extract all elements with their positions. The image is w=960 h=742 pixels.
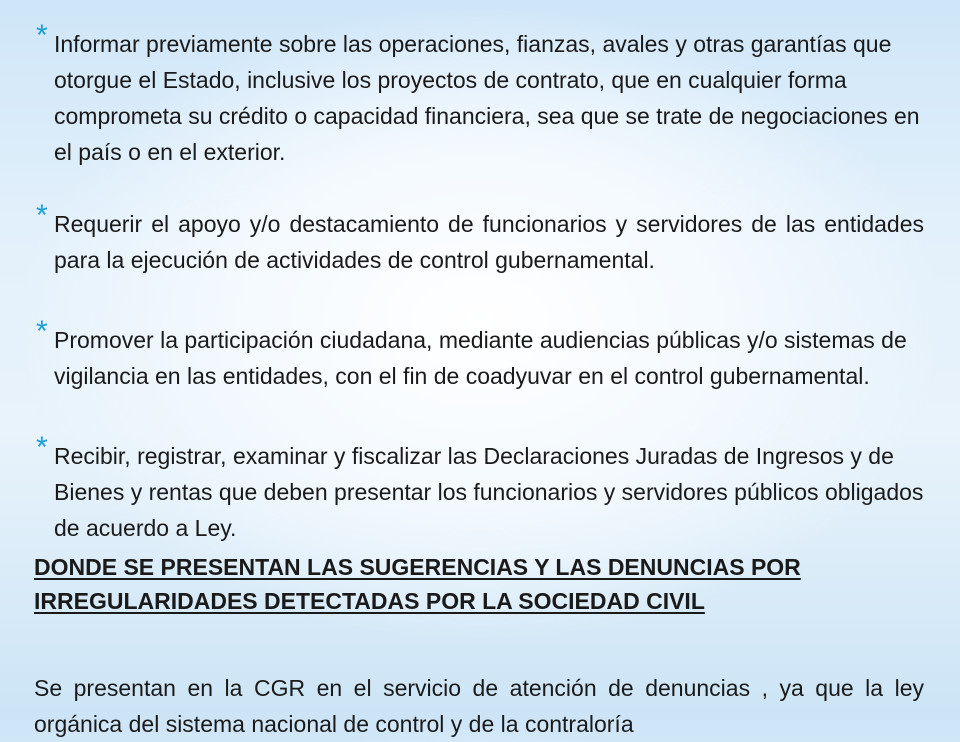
bullet-item-promover [36, 315, 924, 394]
section-heading: DONDE SE PRESENTAN LAS SUGERENCIAS Y LAS DENUNCIAS POR IRREGULARIDADES DETECTADAS POR LA SOCIEDAD CIVIL [34, 554, 801, 614]
bullet-text: Requerir el apoyo y/o destacamiento de funcionarios y servidores de las entidades para la ejecución de actividades de control gubernamental. [54, 211, 924, 273]
asterisk-bullet-icon: * [36, 199, 48, 232]
bullet-text: Recibir, registrar, examinar y fiscalizar las Declaraciones Juradas de Ingresos y de Bienes y rentas que deben presentar los funcionarios y servidores públicos obligados de acuerdo a Ley. [54, 443, 924, 541]
bullet-text: Promover la participación ciudadana, mediante audiencias públicas y/o sistemas de vigilancia en las entidades, con el fin de coadyuvar en el control gubernamental. [54, 327, 907, 389]
asterisk-bullet-icon: * [36, 431, 48, 464]
bullet-item-informar [36, 19, 924, 170]
asterisk-bullet-icon: * [36, 315, 48, 348]
bullet-item-recibir [36, 431, 924, 546]
bullet-item-requerir [36, 199, 924, 278]
bullet-text: Informar previamente sobre las operaciones, fianzas, avales y otras garantías que otorgue el Estado, inclusive los proyectos de contrato, que en cualquier forma comprometa su crédito o capacidad financiera, sea que se trate de negociaciones en el país o en el exterior. [54, 31, 920, 165]
asterisk-bullet-icon: * [36, 19, 48, 52]
body-paragraph: Se presentan en la CGR en el servicio de atención de denuncias , ya que la ley orgánica del sistema nacional de control y de la contraloría [34, 675, 924, 737]
